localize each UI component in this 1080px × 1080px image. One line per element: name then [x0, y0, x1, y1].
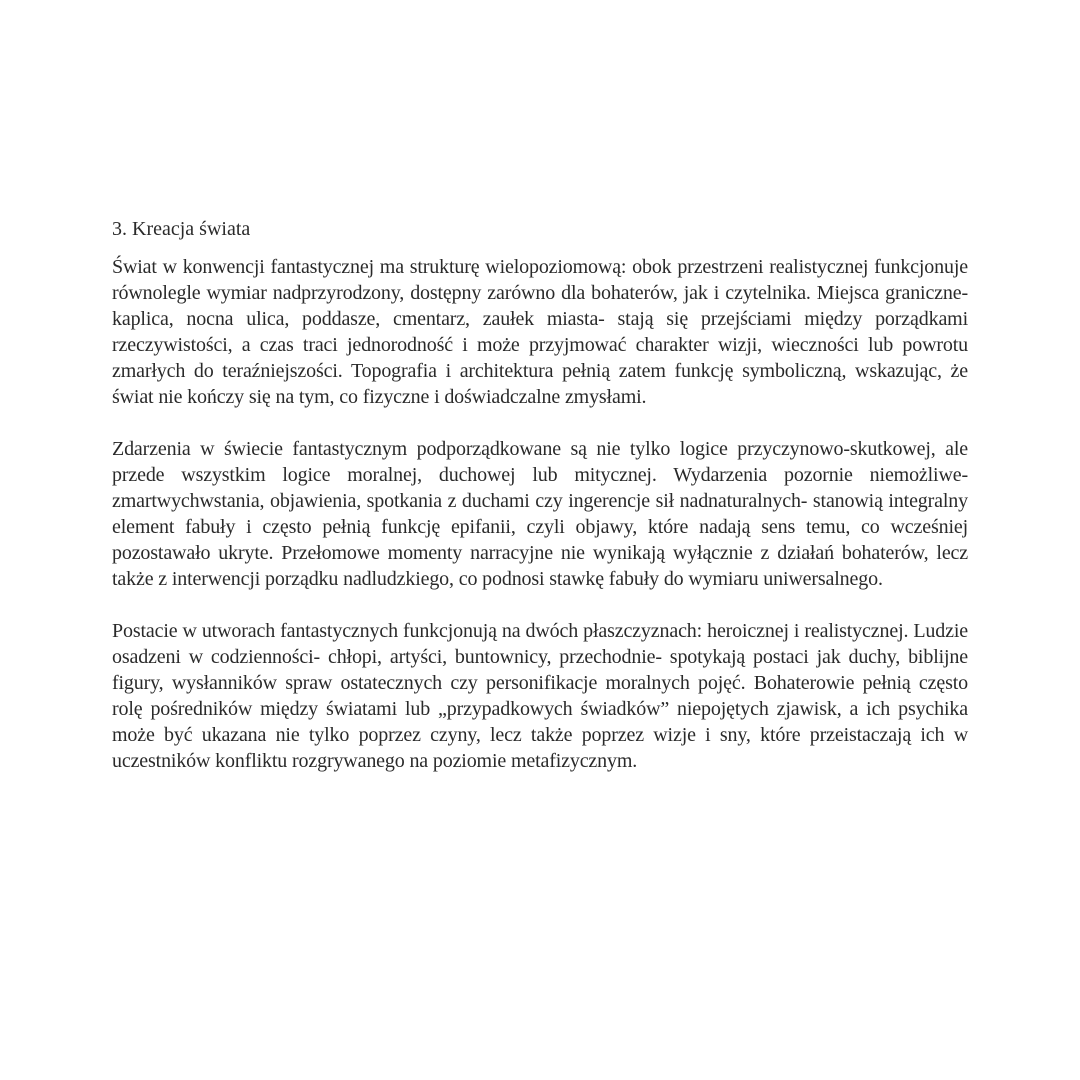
paragraph-events: Zdarzenia w świecie fantastycznym podporządkowane są nie tylko logice przyczynowo-skutkowej, ale przede wszystkim logice moralnej, duchowej lub mitycznej. Wydarzenia pozornie niemożliwe- zmartwychwstania, objawienia, spotkania z duchami czy ingerencje sił nadnaturalnych- stanowią integralny element fabuły i często pełnią funkcję epifanii, czyli objawy, które nadają sens temu, co wcześniej pozostawało ukryte. Przełomowe momenty narracyjne nie wynikają wyłącznie z działań bohaterów, lecz także z interwencji porządku nadludzkiego, co podnosi stawkę fabuły do wymiaru uniwersalnego.	[112, 438, 968, 590]
document-page	[112, 216, 968, 774]
paragraph-world-structure: Świat w konwencji fantastycznej ma strukturę wielopoziomową: obok przestrzeni realistycznej funkcjonuje równolegle wymiar nadprzyrodzony, dostępny zarówno dla bohaterów, jak i czytelnika. Miejsca graniczne- kaplica, nocna ulica, poddasze, cmentarz, zaułek miasta- stają się przejściami między porządkami rzeczywistości, a czas traci jednorodność i może przyjmować charakter wizji, wieczności lub powrotu zmarłych do teraźniejszości. Topografia i architektura pełnią zatem funkcję symboliczną, wskazując, że świat nie kończy się na tym, co fizyczne i doświadczalne zmysłami.	[112, 256, 968, 408]
paragraph-characters: Postacie w utworach fantastycznych funkcjonują na dwóch płaszczyznach: heroicznej i realistycznej. Ludzie osadzeni w codzienności- chłopi, artyści, buntownicy, przechodnie- spotykają postaci jak duchy, biblijne figury, wysłanników spraw ostatecznych czy personifikacje moralnych pojęć. Bohaterowie pełnią często rolę pośredników między światami lub „przypadkowych świadków” niepojętych zjawisk, a ich psychika może być ukazana nie tylko poprzez czyny, lecz także poprzez wizje i sny, które przeistaczają ich w uczestników konfliktu rozgrywanego na poziomie metafizycznym.	[112, 620, 968, 772]
section-heading: 3. Kreacja świata	[112, 218, 251, 240]
